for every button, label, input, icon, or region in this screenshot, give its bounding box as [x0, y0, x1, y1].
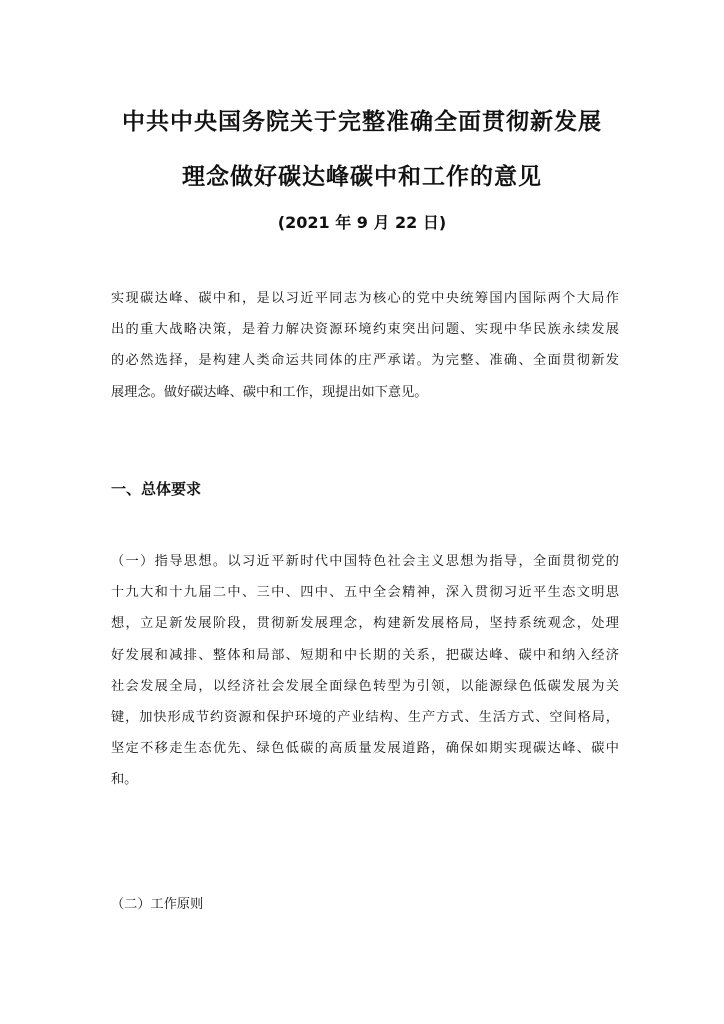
paragraph-line: 好发展和减排、整体和局部、短期和中长期的关系，把碳达峰、碳中和纳入经济 [111, 647, 619, 663]
intro-line: 展理念。做好碳达峰、碳中和工作，现提出如下意见。 [111, 384, 428, 400]
guiding-ideology-paragraph [111, 546, 619, 796]
paragraph-line: 想，立足新发展阶段，贯彻新发展理念，构建新发展格局，坚持系统观念，处理 [111, 616, 619, 632]
intro-line: 出的重大战略决策，是着力解决资源环境约束突出问题、实现中华民族永续发展 [111, 322, 619, 338]
sub-heading-working-principles: （二）工作原则 [111, 897, 204, 912]
document-title-line-2: 理念做好碳达峰碳中和工作的意见 [182, 164, 542, 190]
paragraph-line: 坚定不移走生态优先、绿色低碳的高质量发展道路，确保如期实现碳达峰、碳中 [111, 741, 619, 757]
paragraph-line: （一）指导思想。以习近平新时代中国特色社会主义思想为指导，全面贯彻党的 [111, 554, 619, 569]
intro-line: 实现碳达峰、碳中和，是以习近平同志为核心的党中央统筹国内国际两个大局作 [111, 291, 619, 306]
document-date: (2021 年 9 月 22 日) [277, 213, 447, 232]
paragraph-line: 十九大和十九届二中、三中、四中、五中全会精神，深入贯彻习近平生态文明思 [111, 585, 619, 601]
document-title-line-1: 中共中央国务院关于完整准确全面贯彻新发展 [122, 109, 602, 135]
intro-line: 的必然选择，是构建人类命运共同体的庄严承诺。为完整、准确、全面贯彻新发 [111, 353, 619, 369]
section-heading-general-requirements: 一、总体要求 [111, 480, 202, 498]
paragraph-line: 键，加快形成节约资源和保护环境的产业结构、生产方式、生活方式、空间格局， [111, 710, 619, 726]
intro-paragraph [111, 283, 619, 408]
paragraph-line: 和。 [111, 772, 138, 788]
paragraph-line: 社会发展全局，以经济社会发展全面绿色转型为引领，以能源绿色低碳发展为关 [111, 678, 619, 694]
